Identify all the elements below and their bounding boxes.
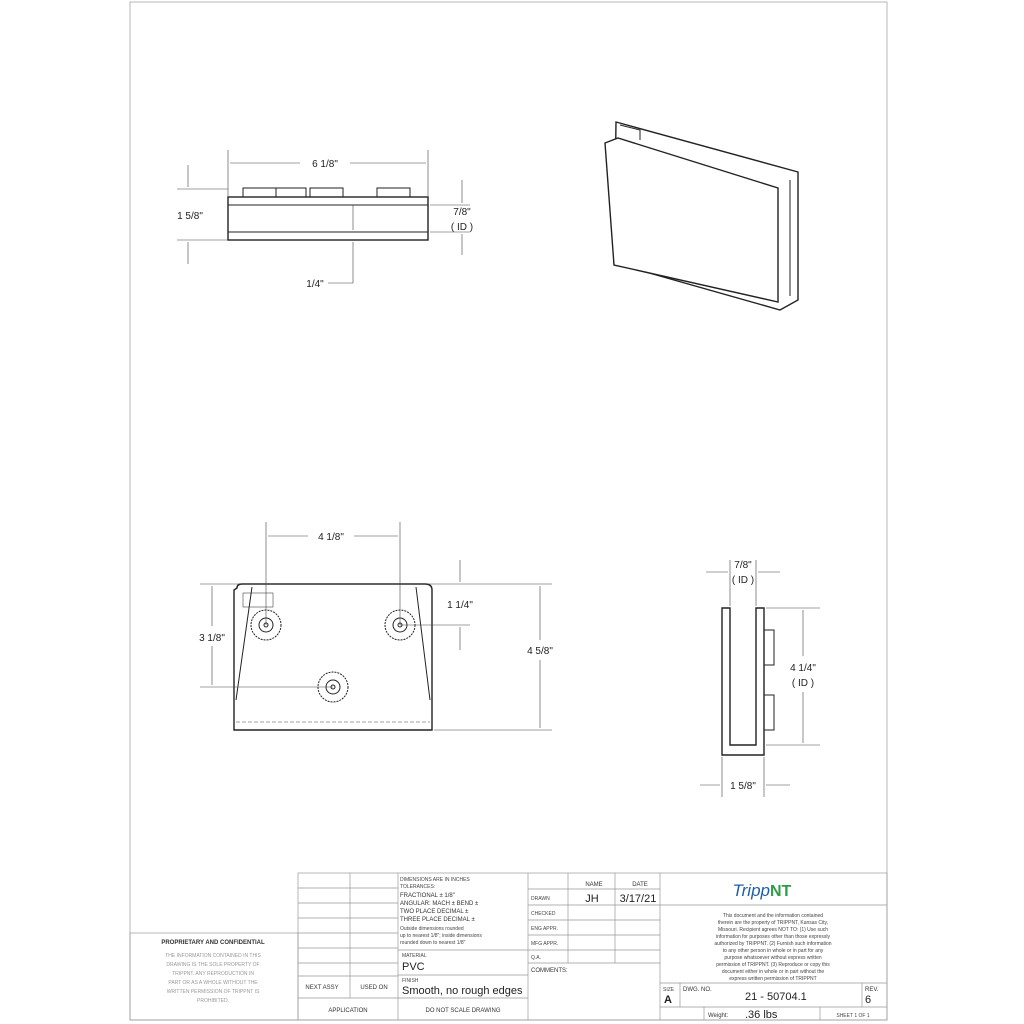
dim-side-width: 7/8" <box>734 560 752 571</box>
title-block-notice-2: Missouri. Recipient agrees NOT TO: (1) Use such <box>717 927 829 933</box>
dim-top-offset: 1 1/4" <box>447 600 473 611</box>
proprietary-lines-3: PART OR AS A WHOLE WITHOUT THE <box>168 980 258 986</box>
side-view <box>700 560 820 797</box>
title-block-tolerances-4: TWO PLACE DECIMAL ± <box>400 909 469 915</box>
title-block-material-label: MATERIAL <box>402 953 427 959</box>
title-block-weight-label: Weight: <box>708 1013 729 1019</box>
title-block-notice-6: purpose whatsoever without express written <box>724 955 822 961</box>
dim-overall-height: 4 5/8" <box>527 646 553 657</box>
proprietary-lines-4: WRITTEN PERMISSION OF TRIPPNT IS <box>166 989 260 995</box>
proprietary-title: PROPRIETARY AND CONFIDENTIAL <box>161 940 265 946</box>
dim-hole-spacing: 4 1/8" <box>318 532 344 543</box>
dim-side-width-id: ( ID ) <box>731 575 755 586</box>
title-block-tolerances-3: ANGULAR: MACH ± BEND ± <box>400 901 479 907</box>
title-block-notice-3: information for purposes other than those expressly <box>716 934 830 940</box>
title-block-notice-8: document either in whole or in part without the <box>721 969 825 975</box>
title-block-finish-label: FINISH <box>402 978 419 984</box>
title-block-used-on: USED ON <box>360 985 388 991</box>
drawn-name: JH <box>585 893 599 905</box>
title-block-logo-right: NT <box>770 883 792 900</box>
title-block-rounding-note-1: up to nearest 1/8"; inside dimensions <box>400 933 482 939</box>
title-block-rows-0: DRAWN <box>531 896 550 902</box>
title-block-application: APPLICATION <box>328 1008 368 1014</box>
isometric-view <box>605 122 798 310</box>
title-block-tolerances-5: THREE PLACE DECIMAL ± <box>400 917 475 923</box>
dim-side-height-id: ( ID ) <box>791 678 815 689</box>
dim-hole-height: 3 1/8" <box>199 633 225 644</box>
dim-inner-id: ( ID ) <box>450 222 474 233</box>
title-block-tolerances-2: FRACTIONAL ± 1/8" <box>400 893 455 899</box>
dim-side-height: 4 1/4" <box>790 663 816 674</box>
title-block-notice-0: This document and the information contained <box>722 913 824 919</box>
dim-width: 6 1/8" <box>312 159 338 170</box>
top-view <box>177 150 473 290</box>
proprietary-lines-2: TRIPPNT. ANY REPRODUCTION IN <box>172 971 254 977</box>
title-block-rev-label: REV. <box>865 987 879 993</box>
title-block-do-not-scale: DO NOT SCALE DRAWING <box>425 1008 501 1014</box>
sheet-border <box>130 2 887 1020</box>
title-block <box>298 873 887 1021</box>
finish-value: Smooth, no rough edges <box>402 985 523 997</box>
title-block-next-assy: NEXT ASSY <box>305 985 339 991</box>
front-view <box>199 522 553 730</box>
dim-height: 1 5/8" <box>177 211 203 222</box>
dim-side-overall: 1 5/8" <box>730 781 756 792</box>
revision: 6 <box>865 994 872 1006</box>
material-value: PVC <box>402 961 425 973</box>
title-block-rounding-note-2: rounded down to nearest 1/8" <box>400 940 466 946</box>
proprietary-lines-5: PROHIBITED. <box>197 998 229 1004</box>
proprietary-lines-1: DRAWING IS THE SOLE PROPERTY OF <box>166 962 260 968</box>
proprietary-lines-0: THE INFORMATION CONTAINED IN THIS <box>165 953 261 959</box>
title-block-dwg-no-label: DWG. NO. <box>683 987 712 993</box>
trippnt-logo <box>733 881 792 900</box>
title-block-rows-3: MFG APPR. <box>531 941 559 947</box>
dim-wall: 1/4" <box>306 279 324 290</box>
drawn-date: 3/17/21 <box>619 893 657 905</box>
title-block-rows-1: CHECKED <box>531 911 556 917</box>
title-block-rows-2: ENG APPR. <box>531 926 558 932</box>
proprietary-notice <box>130 933 298 1020</box>
title-block-comments: COMMENTS: <box>531 968 568 974</box>
title-block-rows-4: Q.A. <box>531 955 542 961</box>
title-block-date-header: DATE <box>632 882 648 888</box>
title-block-tolerances-1: TOLERANCES: <box>400 884 436 890</box>
dim-inner: 7/8" <box>453 207 471 218</box>
title-block-notice-7: permission of TRIPPNT. (3) Reproduce or copy this <box>716 962 830 968</box>
title-block-notice-5: to any other person in whole or in part for any <box>722 948 824 954</box>
title-block-notice-4: authorized by TRIPPNT. (2) Furnish such information <box>714 941 832 947</box>
drawing-number: 21 - 50704.1 <box>745 991 807 1003</box>
title-block-rounding-note-0: Outside dimensions rounded <box>400 926 464 932</box>
title-block-notice-1: therein are the property of TRIPPNT, Kansas City, <box>717 920 829 926</box>
title-block-name-header: NAME <box>585 882 603 888</box>
sheet-size: A <box>664 994 672 1006</box>
title-block-sheet: SHEET 1 OF 1 <box>836 1013 870 1019</box>
title-block-tolerances-0: DIMENSIONS ARE IN INCHES <box>400 877 470 883</box>
title-block-logo-left: Tripp <box>732 881 770 900</box>
title-block-size-label: SIZE <box>663 987 675 993</box>
weight-value: .36 lbs <box>745 1009 778 1021</box>
title-block-notice-9: express written permission of TRIPPNT <box>729 976 817 982</box>
